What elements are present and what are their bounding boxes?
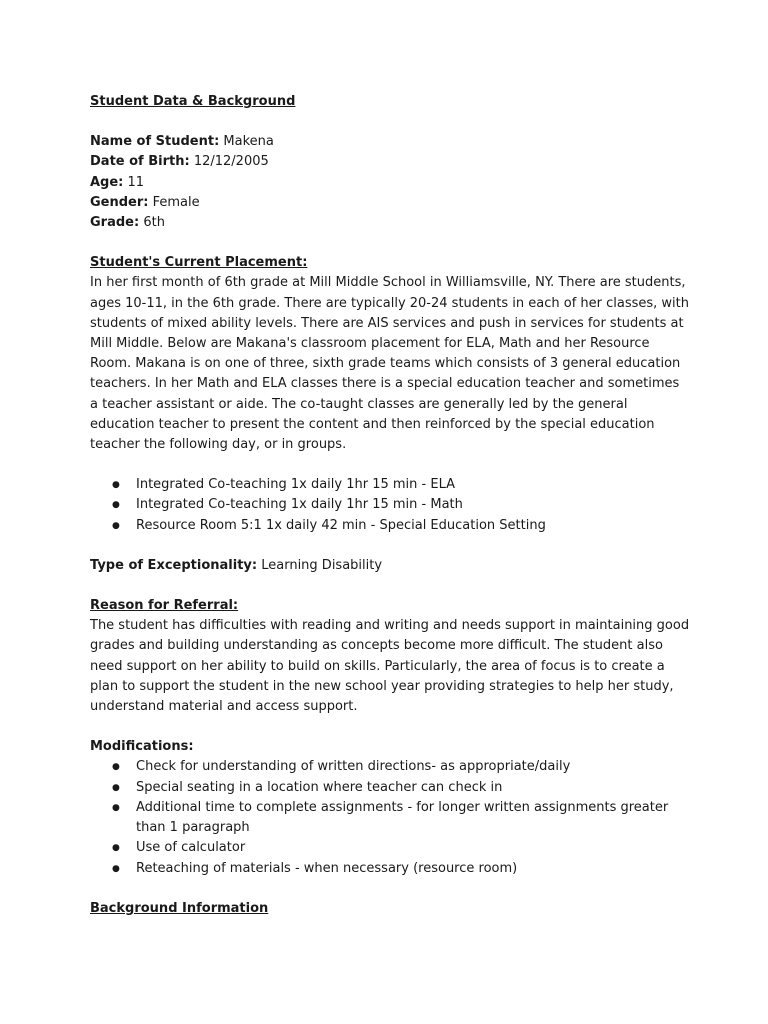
field-value: 11 — [127, 174, 145, 190]
list-item: ● Integrated Co-teaching 1x daily 1hr 15 min - ELA — [90, 475, 690, 495]
field-label: Gender: — [90, 194, 149, 210]
placement-heading: Student's Current Placement: — [90, 255, 308, 271]
field-label: Date of Birth: — [90, 154, 190, 170]
student-name-field — [90, 132, 690, 152]
list-item: ● Check for understanding of written directions- as appropriate/daily — [90, 757, 690, 777]
student-data-heading: Student Data & Background — [90, 94, 296, 109]
modifications-list — [90, 757, 690, 878]
grade-field — [90, 213, 690, 233]
date-of-birth-field — [90, 152, 690, 172]
list-item: ● Use of calculator — [90, 838, 690, 858]
field-value: 6th — [143, 215, 165, 231]
modifications-heading: Modifications: — [90, 739, 194, 755]
placement-list — [90, 475, 690, 536]
list-item: ● Resource Room 5:1 1x daily 42 min - Special Education Setting — [90, 516, 690, 536]
background-heading: Background Information — [90, 900, 269, 916]
field-label: Type of Exceptionality: — [90, 557, 258, 573]
list-item: ● Special seating in a location where teacher can check in — [90, 778, 690, 798]
field-value: Female — [152, 194, 200, 210]
referral-paragraph: The student has difficulties with reading and writing and needs support in maintaining good grades and building understanding as concepts become more difficult. The student also need support on her ability to build on skills. Particularly, the area of focus is to create a plan to support the student in the new school year providing strategies to help her study, understand material and access support. — [90, 618, 690, 715]
field-value: Makena — [223, 134, 274, 150]
student-fields — [90, 132, 690, 233]
field-value: Learning Disability — [261, 557, 383, 573]
gender-field — [90, 193, 690, 213]
list-item: ● Reteaching of materials - when necessary (resource room) — [90, 859, 690, 879]
field-value: 12/12/2005 — [193, 154, 269, 170]
exceptionality-field — [90, 556, 690, 576]
field-label: Name of Student: — [90, 134, 220, 150]
placement-paragraph: In her first month of 6th grade at Mill Middle School in Williamsville, NY. There are students, ages 10-11, in the 6th grade. There are typically 20-24 students in each of her classes, with students of mixed ability levels. There are AIS services and push in services for students at Mill Middle. Below are Makana's classroom placement for ELA, Math and her Resource Room. Makana is on one of three, sixth grade teams which consists of 3 general education teachers. In her Math and ELA classes there is a special education teacher and sometimes a teacher assistant or aide. The co-taught classes are generally led by the general education teacher to present the content and then reinforced by the special education teacher the following day, or in groups. — [90, 275, 690, 453]
list-item: ● Additional time to complete assignments - for longer written assignments greater than 1 paragraph — [90, 798, 690, 838]
field-label: Age: — [90, 174, 124, 190]
referral-heading: Reason for Referral: — [90, 598, 239, 614]
list-item: ● Integrated Co-teaching 1x daily 1hr 15 min - Math — [90, 495, 690, 515]
age-field — [90, 173, 690, 193]
field-label: Grade: — [90, 215, 140, 231]
document-page — [90, 92, 690, 919]
